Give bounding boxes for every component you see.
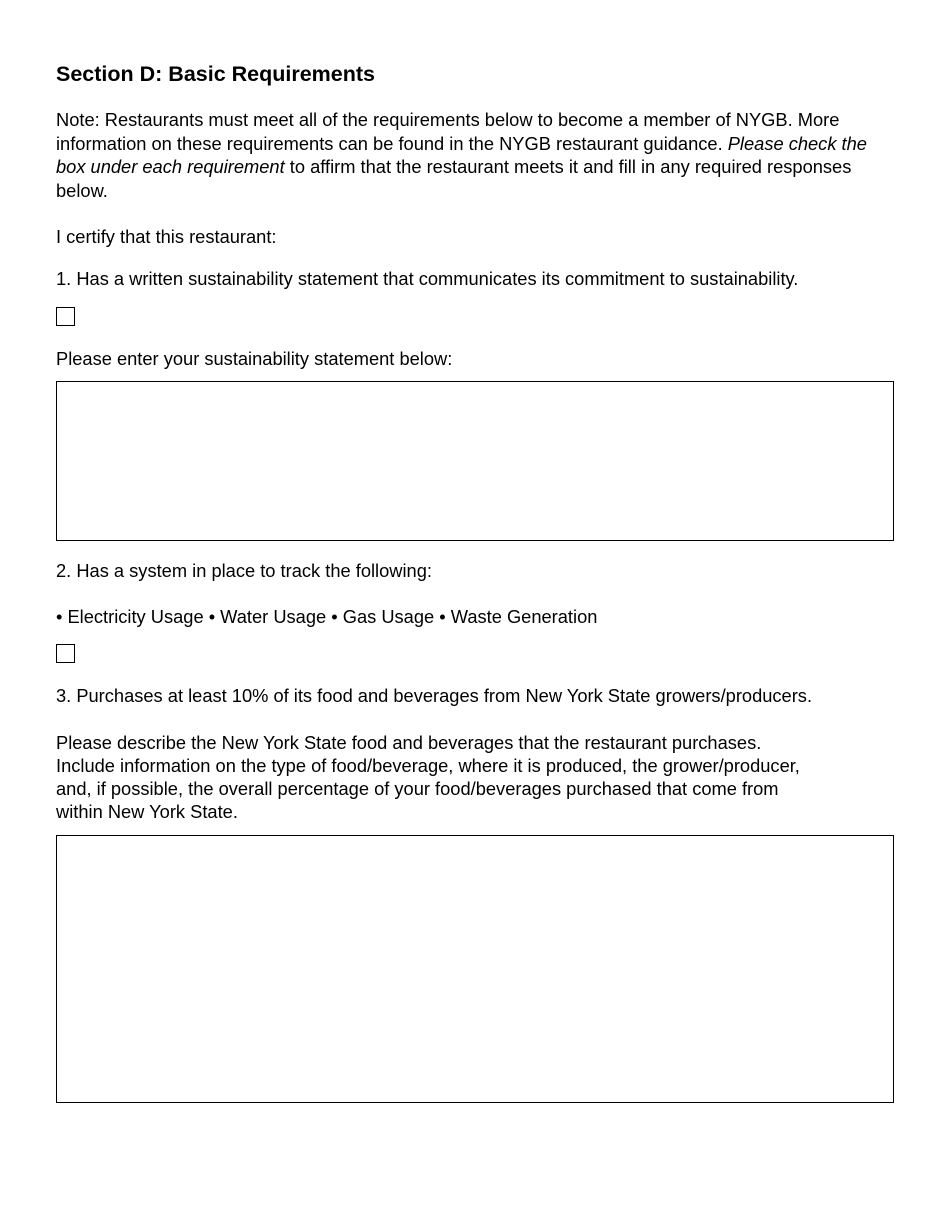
requirement-1-text: 1. Has a written sustainability statement that communicates its commitment to sustainability. (56, 268, 799, 289)
requirement-3-text: 3. Purchases at least 10% of its food and beverages from New York State growers/producers. (56, 685, 813, 706)
note-text-before: Note: Restaurants must meet all of the requirements below to become a member of NYGB. More information on these requirements can be found in the NYGB restaurant guidance. (56, 109, 840, 154)
certify-statement: I certify that this restaurant: (56, 226, 277, 247)
requirement-1-checkbox[interactable] (56, 307, 75, 326)
nys-food-description-field[interactable] (56, 835, 894, 1103)
requirement-3-prompt-line: Please describe the New York State food and beverages that the restaurant purchases. (56, 732, 762, 753)
sustainability-statement-field[interactable] (56, 381, 894, 541)
requirement-2-checkbox[interactable] (56, 644, 75, 663)
requirement-3-prompt-line: Include information on the type of food/beverage, where it is produced, the grower/producer, (56, 755, 800, 776)
requirement-2-tracking-list: • Electricity Usage • Water Usage • Gas Usage • Waste Generation (56, 606, 598, 627)
note-paragraph (56, 108, 894, 202)
note-emphasis: Please check the box under each requirement (56, 132, 867, 177)
requirement-3-prompt-line: and, if possible, the overall percentage of your food/beverages purchased that come from (56, 778, 779, 799)
note-text-after: to affirm that the restaurant meets it and fill in any required responses below. (56, 156, 852, 201)
requirement-3-prompt-line: within New York State. (56, 801, 238, 822)
section-title: Section D: Basic Requirements (56, 62, 376, 86)
requirement-1-prompt: Please enter your sustainability statement below: (56, 348, 453, 369)
requirement-2-text: 2. Has a system in place to track the following: (56, 560, 432, 581)
